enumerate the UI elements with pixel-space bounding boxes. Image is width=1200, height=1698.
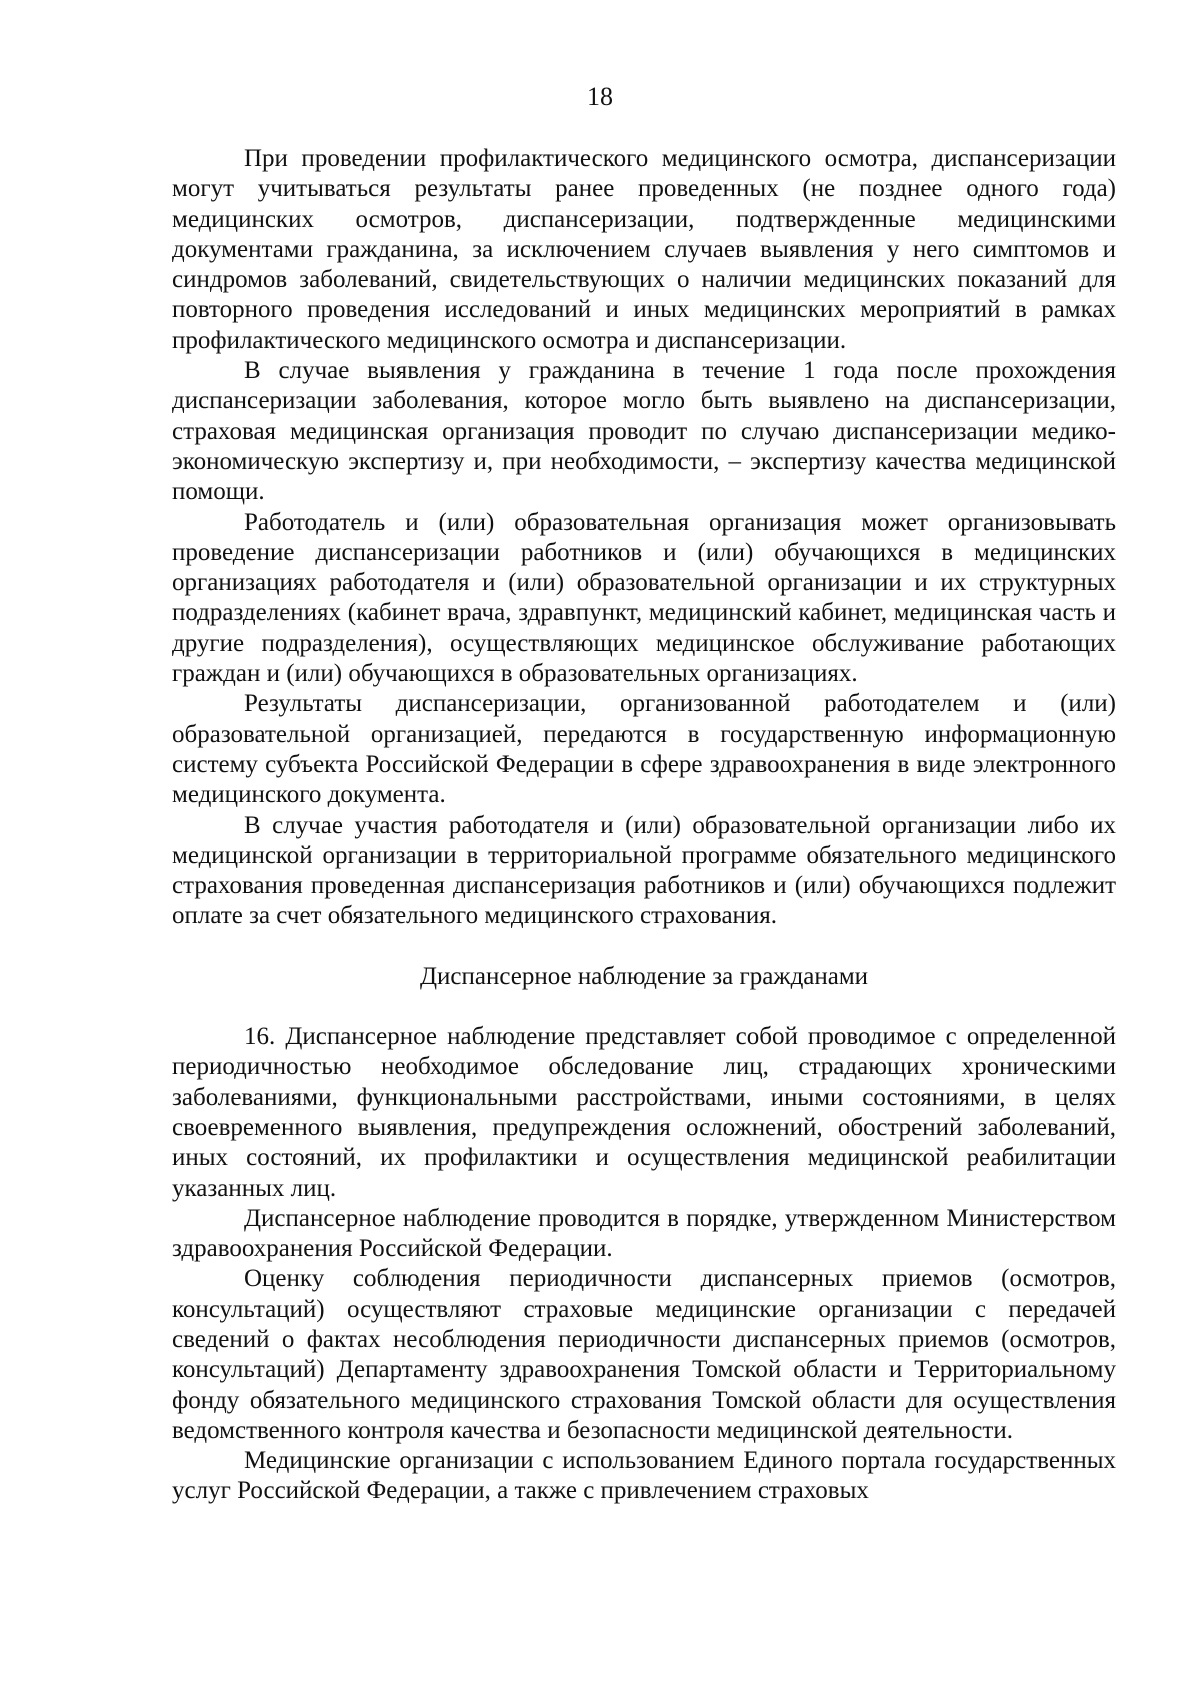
section-heading: Диспансерное наблюдение за гражданами bbox=[419, 962, 869, 990]
page-number: 18 bbox=[587, 82, 613, 111]
paragraph-insurance-payment: В случае участия работодателя и (или) образовательной организации либо их медицинской организации в территориальной программе обязательного медицинского страхования проведенная диспансеризация работников и (или) обучающихся подлежит оплате за счет обязательного медицинского страхования. bbox=[172, 811, 1116, 930]
paragraph-ministry-order: Диспансерное наблюдение проводится в порядке, утвержденном Министерством здравоохранения Российской Федерации. bbox=[172, 1204, 1116, 1263]
paragraph-previous-results: При проведении профилактического медицинского осмотра, диспансеризации могут учитываться результаты ранее проведенных (не позднее одного года) медицинских осмотров, диспансеризации, подтвержденные медицинскими документами гражданина, за исключением случаев выявления у него симптомов и синдромов заболеваний, свидетельствующих о наличии медицинских показаний для повторного проведения исследований и иных медицинских мероприятий в рамках профилактического медицинского осмотра и диспансеризации. bbox=[172, 145, 1116, 354]
paragraph-results-transfer: Результаты диспансеризации, организованной работодателем и (или) образовательной организацией, передаются в государственную информационную систему субъекта Российской Федерации в сфере здравоохранения в виде электронного медицинского документа. bbox=[172, 690, 1116, 809]
paragraph-item-16: 16. Диспансерное наблюдение представляет собой проводимое с определенной периодичностью необходимое обследование лиц, страдающих хроническими заболеваниями, функциональными расстройствами, иными состояниями, в целях своевременного выявления, предупреждения осложнений, обострений заболеваний, иных состояний, их профилактики и осуществления медицинской реабилитации указанных лиц. bbox=[172, 1023, 1116, 1202]
paragraph-public-services-portal: Медицинские организации с использованием Единого портала государственных услуг Российской Федерации, а также с привлечением страховых bbox=[172, 1447, 1116, 1505]
paragraph-disease-detection: В случае выявления у гражданина в течение 1 года после прохождения диспансеризации заболевания, которое могло быть выявлено на диспансеризации, страховая медицинская организация проводит по случаю диспансеризации медико-экономическую экспертизу и, при необходимости, – экспертизу качества медицинской помощи. bbox=[172, 357, 1116, 506]
paragraph-periodicity-assessment: Оценку соблюдения периодичности диспансерных приемов (осмотров, консультаций) осуществляют страховые медицинские организации с передачей сведений о фактах несоблюдения периодичности диспансерных приемов (осмотров, консультаций) Департаменту здравоохранения Томской области и Территориальному фонду обязательного медицинского страхования Томской области для осуществления ведомственного контроля качества и безопасности медицинской деятельности. bbox=[172, 1265, 1116, 1444]
document-body bbox=[172, 144, 1116, 1507]
paragraph-employer-organization: Работодатель и (или) образовательная организация может организовывать проведение диспансеризации работников и (или) обучающихся в медицинских организациях работодателя и (или) образовательной организации и их структурных подразделениях (кабинет врача, здравпункт, медицинский кабинет, медицинская часть и другие подразделения), осуществляющих медицинское обслуживание работающих граждан и (или) обучающихся в образовательных организациях. bbox=[172, 508, 1116, 688]
